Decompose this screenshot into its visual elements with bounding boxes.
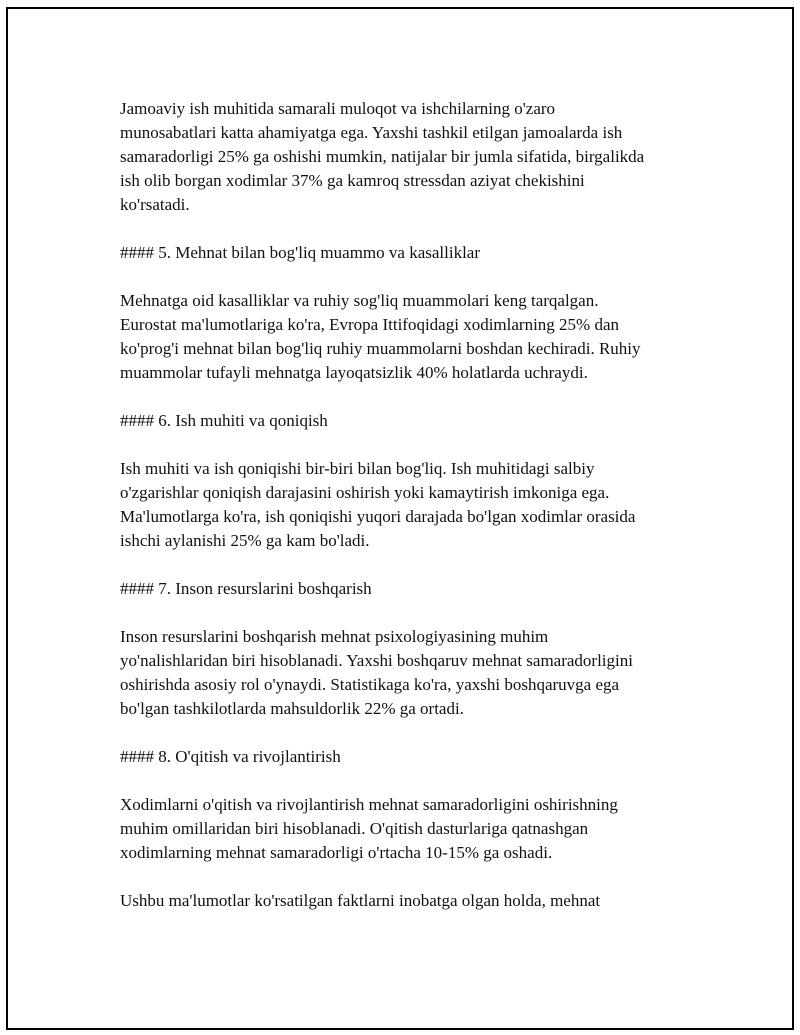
paragraph-work-illnesses: Mehnatga oid kasalliklar va ruhiy sog'liq muammolari keng tarqalgan. Eurostat ma'lumotlariga ko'ra, Evropa Ittifoqidagi xodimlarning 25% dan ko'prog'i mehnat bilan bog'liq ruhiy muammolarni boshdan kechiradi. Ruhiy muammolar tufayli mehnatga layoqatsizlik 40% holatlarda uchraydi. [120,291,641,382]
paragraph-teamwork: Jamoaviy ish muhitida samarali muloqot va ishchilarning o'zaro munosabatlari katta ahamiyatga ega. Yaxshi tashkil etilgan jamoalarda ish samaradorligi 25% ga oshishi mumkin, natijalar bir jumla sifatida, birgalikda ish olib borgan xodimlar 37% ga kamroq stressdan aziyat chekishini ko'rsatadi. [120,99,645,214]
paragraph-hr-management: Inson resurslarini boshqarish mehnat psixologiyasining muhim yo'nalishlaridan biri hisoblanadi. Yaxshi boshqaruv mehnat samaradorligini oshirishda asosiy rol o'ynaydi. Statistikaga ko'ra, yaxshi boshqaruvga ega bo'lgan tashkilotlarda mahsuldorlik 22% ga ortadi. [120,627,633,718]
paragraph-work-environment: Ish muhiti va ish qoniqishi bir-biri bilan bog'liq. Ish muhitidagi salbiy o'zgarishlar qoniqish darajasini oshirish yoki kamaytirish imkoniga ega. Ma'lumotlarga ko'ra, ish qoniqishi yuqori darajada bo'lgan xodimlar orasida ishchi aylanishi 25% ga kam bo'ladi. [120,459,636,550]
paragraph-conclusion: Ushbu ma'lumotlar ko'rsatilgan faktlarni inobatga olgan holda, mehnat [120,891,601,910]
section-heading-8: #### 8. O'qitish va rivojlantirish [120,747,341,766]
paragraph-training: Xodimlarni o'qitish va rivojlantirish mehnat samaradorligini oshirishning muhim omillaridan biri hisoblanadi. O'qitish dasturlariga qatnashgan xodimlarning mehnat samaradorligi o'rtacha 10-15% ga oshadi. [120,795,618,862]
section-heading-6: #### 6. Ish muhiti va qoniqish [120,411,328,430]
page-frame [6,7,794,1030]
section-heading-5: #### 5. Mehnat bilan bog'liq muammo va kasalliklar [120,243,480,262]
section-heading-7: #### 7. Inson resurslarini boshqarish [120,579,372,598]
document-body [120,97,710,937]
